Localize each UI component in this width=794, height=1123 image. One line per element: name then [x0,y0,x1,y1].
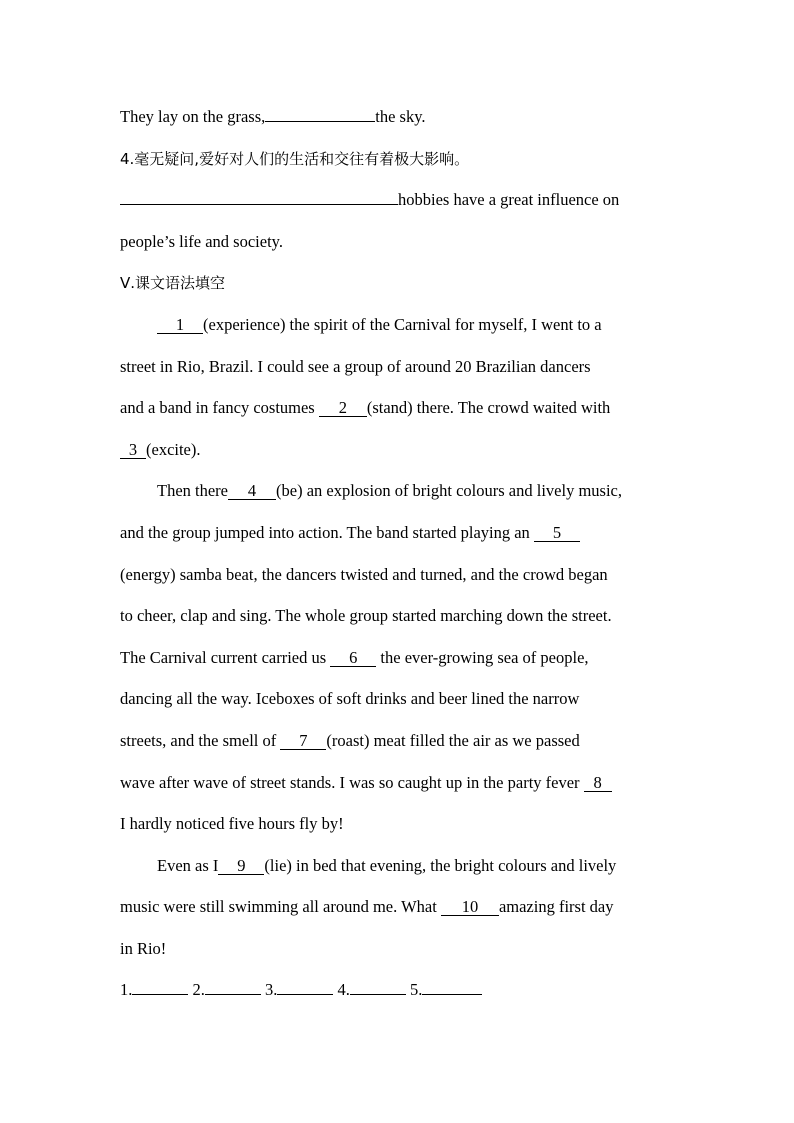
passage-p2-line8 [120,762,680,804]
passage-text: The Carnival current carried us [120,647,327,667]
passage-text: (experience) the spirit of the Carnival for myself, I went to a [203,314,602,334]
answer-row [120,969,680,1011]
q4-answer-line [120,179,680,221]
blank-5[interactable] [534,522,580,542]
blank-number: 7 [299,730,308,750]
blank-number: 4 [247,481,257,501]
passage-text: music were still swimming all around me. What [120,897,437,917]
q4-text-after: hobbies have a great influence on [398,190,620,210]
blank-number: 5 [552,522,562,542]
blank-7[interactable] [280,730,326,750]
answer-label: 4. [337,980,350,1000]
passage-text: the ever-growing sea of people, [380,647,589,667]
blank-number: 2 [338,398,347,418]
q3-text-after: the sky. [375,107,426,126]
answer-blank-1[interactable] [132,978,188,995]
passage-p3-line3 [120,928,680,970]
passage-text: (stand) there. The crowd waited with [366,398,611,418]
answer-blank-5[interactable] [422,978,482,995]
passage-text: to cheer, clap and sing. The whole group started marching down the street. [120,606,612,626]
passage-p1-line2 [120,346,680,388]
passage-p1-line3 [120,387,680,429]
passage-text: (excite). [146,439,201,459]
passage-p2-line4 [120,595,680,637]
passage-text: in Rio! [120,938,167,958]
answer-label: 2. [192,980,205,1000]
blank-number: 6 [349,647,358,667]
passage-text: (roast) meat filled the air as we passed [326,730,580,750]
passage-text: dancing all the way. Iceboxes of soft drinks and beer lined the narrow [120,689,580,709]
answer-label: 5. [410,980,423,1000]
blank-3[interactable] [120,439,146,459]
passage-text: street in Rio, Brazil. I could see a group of around 20 Brazilian dancers [120,356,591,376]
q3-blank[interactable] [265,105,375,122]
passage-text: Then there [157,481,229,501]
passage-p1-line4 [120,429,680,471]
blank-number: 8 [593,772,602,792]
answer-label: 1. [120,980,133,1000]
blank-number: 1 [175,314,185,334]
passage-p2-line5 [120,637,680,679]
blank-10[interactable] [441,899,499,916]
passage-text: and the group jumped into action. The band started playing an [120,522,530,542]
answer-label: 3. [265,980,278,1000]
q4-text-line2: people’s life and society. [120,231,283,251]
blank-8[interactable] [584,772,612,792]
blank-1[interactable] [157,314,203,334]
passage-p2-line3 [120,554,680,596]
blank-number: 10 [461,897,479,917]
passage-p1-line1 [120,304,680,346]
blank-6[interactable] [330,647,376,667]
passage-text: and a band in fancy costumes [120,398,315,418]
q4-answer-line-2 [120,221,680,263]
passage-text: streets, and the smell of [120,730,277,750]
q3-answer-line [120,96,680,138]
passage-p2-line6 [120,678,680,720]
answer-blank-4[interactable] [350,978,406,995]
passage-p2-line1 [120,470,680,512]
passage-p2-line9 [120,803,680,845]
blank-number: 9 [237,855,246,875]
passage-p3-line1 [120,845,680,887]
section-heading [120,262,680,304]
passage-text: (energy) samba beat, the dancers twisted and turned, and the crowd began [120,564,608,584]
worksheet-page [120,96,680,1011]
passage-text: amazing first day [498,897,614,917]
blank-4[interactable] [228,483,276,500]
blank-2[interactable] [319,400,367,417]
passage-text: Even as I [157,855,219,875]
passage-text: I hardly noticed five hours fly by! [120,814,344,834]
passage-p2-line7 [120,720,680,762]
passage-p2-line2 [120,512,680,554]
blank-9[interactable] [218,855,264,875]
q4-prompt-text: 4.毫无疑问,爱好对人们的生活和交往有着极大影响。 [120,149,470,168]
q4-blank[interactable] [120,188,398,205]
passage-p3-line2 [120,886,680,928]
answer-blank-3[interactable] [277,978,333,995]
section-title: Ⅴ.课文语法填空 [120,274,226,293]
answer-blank-2[interactable] [205,978,261,995]
passage-text: (lie) in bed that evening, the bright colours and lively [264,855,617,875]
q4-prompt [120,138,680,180]
passage-text: (be) an explosion of bright colours and lively music, [276,481,622,501]
blank-number: 3 [128,439,138,459]
passage-text: wave after wave of street stands. I was so caught up in the party fever [120,772,580,792]
q3-text-before: They lay on the grass, [120,107,266,126]
